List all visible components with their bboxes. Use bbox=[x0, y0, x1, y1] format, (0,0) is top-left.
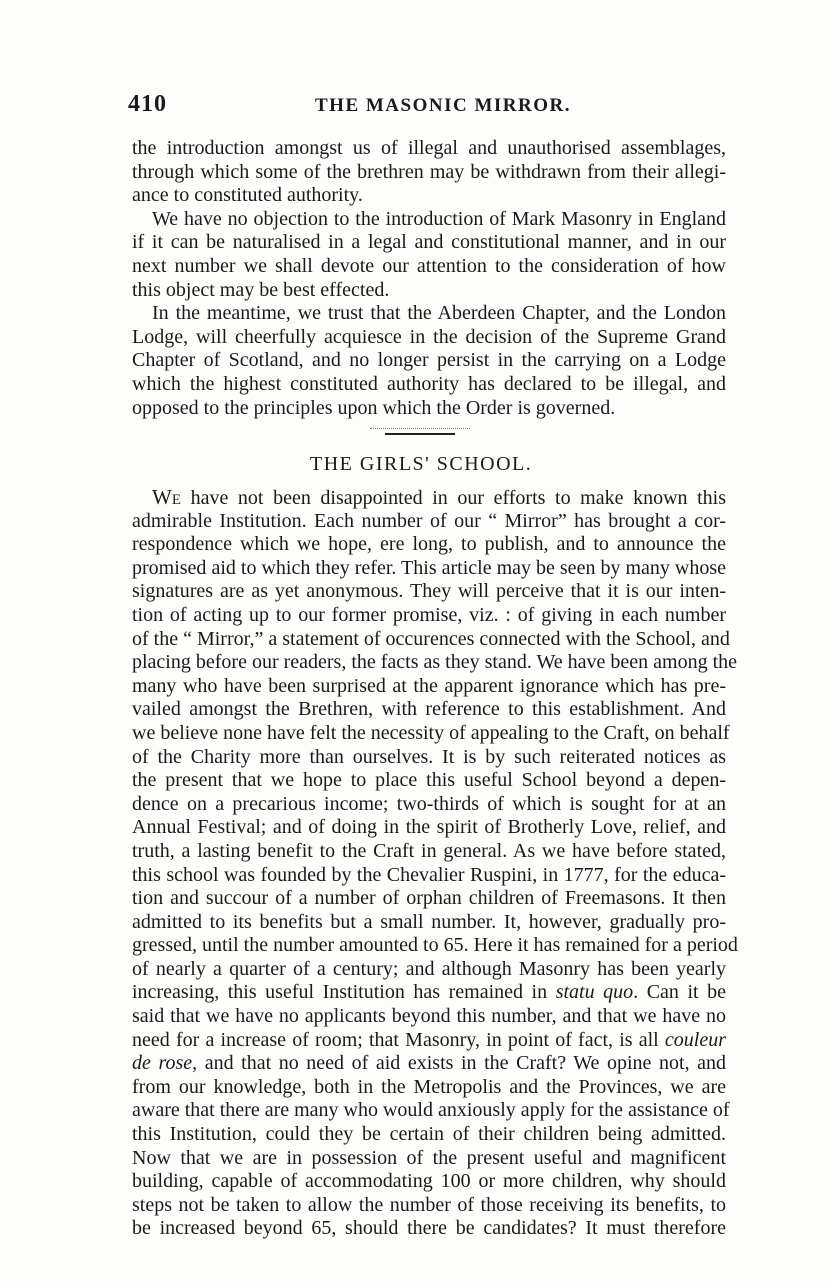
text-line: gressed, until the number amounted to 65. Here it has remained for a period bbox=[132, 934, 738, 957]
text-fragment: increasing, this useful Institution has remained in bbox=[132, 981, 548, 1004]
text-line: dence on a precarious income; two-thirds of which is sought for at an bbox=[132, 792, 726, 815]
text-line bbox=[132, 981, 726, 1005]
text-line: from our knowledge, both in the Metropolis and the Provinces, we are bbox=[132, 1075, 726, 1098]
journal-title: THE MASONIC MIRROR. bbox=[315, 95, 571, 116]
text-line: be increased beyond 65, should there be candidates? It must therefore bbox=[132, 1217, 726, 1240]
section-heading: THE GIRLS' SCHOOL. bbox=[310, 453, 533, 475]
text-line: aware that there are many who would anxiously apply for the assistance of bbox=[132, 1099, 730, 1122]
text-line: ance to constituted authority. bbox=[132, 184, 363, 207]
text-line: if it can be naturalised in a legal and constitutional manner, and in our bbox=[132, 231, 726, 254]
text-line: the present that we hope to place this useful School beyond a depen- bbox=[132, 769, 726, 792]
italic-phrase: couleur bbox=[664, 1028, 726, 1051]
text-line: we believe none have felt the necessity of appealing to the Craft, on behalf bbox=[132, 721, 730, 744]
text-line: signatures are as yet anonymous. They will perceive that it is our inten- bbox=[132, 580, 726, 603]
text-fragment: need for a increase of room; that Masonry, in point of fact, is all bbox=[132, 1028, 659, 1051]
section-separator bbox=[370, 428, 470, 434]
editorial-continuation bbox=[132, 137, 726, 420]
running-head bbox=[128, 91, 728, 121]
text-line bbox=[132, 486, 726, 510]
text-line: admitted to its benefits but a small number. It, however, gradually pro- bbox=[132, 910, 726, 933]
text-line: truth, a lasting benefit to the Craft in general. As we have before stated, bbox=[132, 839, 726, 862]
text-line: tion and succour of a number of orphan children of Freemasons. It then bbox=[132, 887, 726, 910]
text-line: of the “ Mirror,” a statement of occurences connected with the School, and bbox=[132, 627, 730, 650]
text-line: placing before our readers, the facts as they stand. We have been among the bbox=[132, 651, 737, 674]
text-line: the introduction amongst us of illegal and unauthorised assemblages, bbox=[132, 137, 726, 159]
italic-phrase: de rose bbox=[132, 1052, 193, 1075]
text-fragment: . Can it be bbox=[633, 981, 727, 1004]
italic-phrase: statu quo bbox=[555, 981, 634, 1004]
text-line: opposed to the principles upon which the Order is governed. bbox=[132, 396, 616, 419]
text-line: many who have been surprised at the apparent ignorance which has pre- bbox=[132, 674, 726, 697]
text-line: We have no objection to the introduction of Mark Masonry in England bbox=[152, 207, 726, 230]
text-line: Now that we are in possession of the present useful and magnificent bbox=[132, 1146, 726, 1169]
text-line: tion of acting up to our former promise, viz. : of giving in each number bbox=[132, 603, 726, 626]
text-line: this Institution, could they be certain of their children being admitted. bbox=[132, 1123, 726, 1146]
girls-school-article bbox=[132, 485, 738, 1241]
text-line: admirable Institution. Each number of our “ Mirror” has brought a cor- bbox=[132, 509, 726, 532]
text-line: which the highest constituted authority has declared to be illegal, and bbox=[132, 372, 726, 395]
page-number: 410 bbox=[128, 91, 167, 117]
text-line: of the Charity more than ourselves. It is by such reiterated notices as bbox=[132, 745, 726, 768]
opening-word: We bbox=[152, 485, 181, 509]
text-fragment: have not been disappointed in our efforts to make known this bbox=[180, 487, 726, 509]
text-line: through which some of the brethren may be withdrawn from their allegi- bbox=[132, 160, 726, 183]
text-line: Lodge, will cheerfully acquiesce in the decision of the Supreme Grand bbox=[132, 325, 726, 348]
text-line: building, capable of accommodating 100 or more children, why should bbox=[132, 1170, 726, 1193]
text-line: said that we have no applicants beyond this number, and that we have no bbox=[132, 1005, 726, 1028]
text-line: respondence which we hope, ere long, to publish, and to announce the bbox=[132, 533, 726, 556]
separator-rule bbox=[385, 433, 455, 435]
text-line: this object may be best effected. bbox=[132, 278, 390, 301]
text-line: this school was founded by the Chevalier Ruspini, in 1777, for the educa- bbox=[132, 863, 726, 886]
text-fragment: , and that no need of aid exists in the Craft? We opine not, and bbox=[192, 1052, 727, 1075]
text-line: In the meantime, we trust that the Aberdeen Chapter, and the London bbox=[152, 302, 726, 325]
text-line bbox=[132, 1029, 726, 1053]
text-line: Annual Festival; and of doing in the spirit of Brotherly Love, relief, and bbox=[132, 816, 726, 839]
text-line bbox=[132, 1052, 726, 1076]
text-line: vailed amongst the Brethren, with reference to this establishment. And bbox=[132, 698, 726, 721]
text-line: promised aid to which they refer. This article may be seen by many whose bbox=[132, 556, 726, 579]
text-line: steps not be taken to allow the number of those receiving its benefits, to bbox=[132, 1193, 726, 1216]
separator-dots bbox=[370, 428, 470, 429]
text-line: Chapter of Scotland, and no longer persist in the carrying on a Lodge bbox=[132, 349, 726, 372]
text-line: next number we shall devote our attention to the consideration of how bbox=[132, 254, 726, 277]
text-line: of nearly a quarter of a century; and although Masonry has been yearly bbox=[132, 957, 726, 980]
